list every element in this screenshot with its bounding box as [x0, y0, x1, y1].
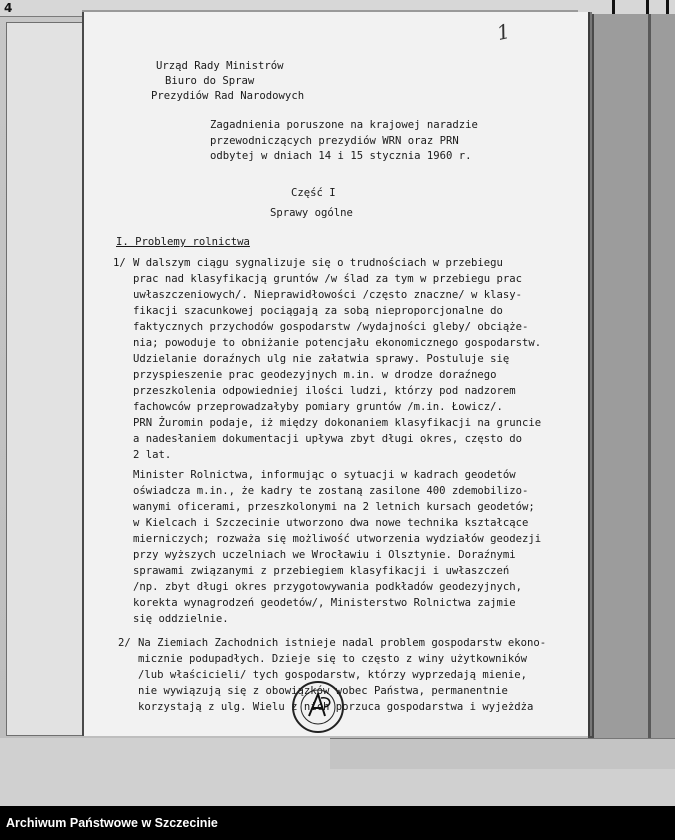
text-line: Minister Rolnictwa, informując o sytuacji w kadrach geodetów [133, 469, 516, 481]
text-line: wanymi oficerami, przeszkolonymi na 2 letnich kursach geodetów; [133, 501, 535, 513]
underlying-page [6, 22, 84, 736]
item-number: 1/ [113, 257, 126, 269]
text-line: się oddzielnie. [133, 613, 229, 625]
text-line: oświadcza m.in., że kadry te zostaną zasilone 400 zdemobilizo- [133, 485, 529, 497]
text-line: fachowców przeprowadzałyby pomiary gruntów /m.in. Łowicz/. [133, 401, 503, 413]
text-line: sprawami związanymi z przebiegiem klasyfikacji i uwłaszczeń [133, 565, 510, 577]
text-line: Na Ziemiach Zachodnich istnieje nadal problem gospodarstw ekono- [138, 637, 547, 649]
text-line: /lub właścicieli/ tych gospodarstw, którzy wyprzedają mienie, [138, 669, 528, 681]
text-line: Udzielanie doraźnych ulg nie załatwia sprawy. Postuluje się [133, 353, 510, 365]
frame-number: 4 [4, 1, 13, 15]
right-margin-area [588, 14, 675, 744]
text-line: micznie podupadłych. Dzieje się to często z winy użytkowników [138, 653, 528, 665]
text-line: mierniczych; rozważa się możliwość utworzenia wydziałów geodezji [133, 533, 542, 545]
text-line: PRN Żuromin podaje, iż między dokonaniem klasyfikacji na gruncie [133, 417, 542, 429]
text-line: przyspieszenie prac geodezyjnych m.in. w drodze doraźnego [133, 369, 497, 381]
text-line: nia; powoduje to obniżanie potencjału ekonomicznego gospodarstw. [133, 337, 542, 349]
text-line: fikacji szacunkowej pociągają za sobą nieproporcjonalne do [133, 305, 503, 317]
subject-line: odbytej w dniach 14 i 15 stycznia 1960 r. [210, 150, 472, 162]
text-line: w Kielcach i Szczecinie utworzono dwa nowe technika kształcące [133, 517, 529, 529]
binder-line [648, 14, 651, 744]
header-line: Urząd Rady Ministrów [156, 60, 284, 72]
bottom-area [0, 738, 675, 806]
item-number: 2/ [118, 637, 131, 649]
text-line: nie wywiązują się z obowiązków wobec Państwa, permanentnie [138, 685, 508, 697]
header-line: Biuro do Spraw [165, 75, 255, 87]
subject-line: Zagadnienia poruszone na krajowej naradzie [210, 119, 478, 131]
archive-footer [0, 806, 675, 840]
text-line: faktycznych przychodów gospodarstw /wydajności gleby/ obciąże- [133, 321, 529, 333]
text-line: przeszkolenia odpowiedniej ilości ludzi, którzy pod nadzorem [133, 385, 516, 397]
text-line: /np. zbyt długi okres przygotowywania podkładów geodezyjnych, [133, 581, 523, 593]
part-title: Część I [291, 187, 336, 199]
section-heading: I. Problemy rolnictwa [116, 236, 250, 248]
subject-line: przewodniczących prezydiów WRN oraz PRN [210, 135, 459, 147]
header-line: Prezydiów Rad Narodowych [151, 90, 305, 102]
text-line: prac nad klasyfikacją gruntów /w ślad za tym w przebiegu prac [133, 273, 523, 285]
text-line: W dalszym ciągu sygnalizuje się o trudnościach w przebiegu [133, 257, 503, 269]
archive-stamp-icon [291, 680, 345, 734]
archive-name: Archiwum Państwowe w Szczecinie [6, 816, 218, 830]
text-line: przy wyższych uczelniach we Wrocławiu i Olsztynie. Doraźnymi [133, 549, 516, 561]
page-number-handwritten: 1 [494, 18, 513, 46]
paper-fold [330, 738, 675, 769]
text-line: 2 lat. [133, 449, 172, 461]
text-line: korzystają z ulg. Wielu z nich porzuca gospodarstwa i wyjeżdża [138, 701, 534, 713]
text-line: uwłaszczeniowych/. Nieprawidłowości /często znaczne/ w klasy- [133, 289, 523, 301]
text-line: korekta wynagrodzeń geodetów/, Ministerstwo Rolnictwa zajmie [133, 597, 516, 609]
part-subtitle: Sprawy ogólne [270, 207, 353, 219]
text-line: a nadesłaniem dokumentacji upływa zbyt długi okres, często do [133, 433, 523, 445]
